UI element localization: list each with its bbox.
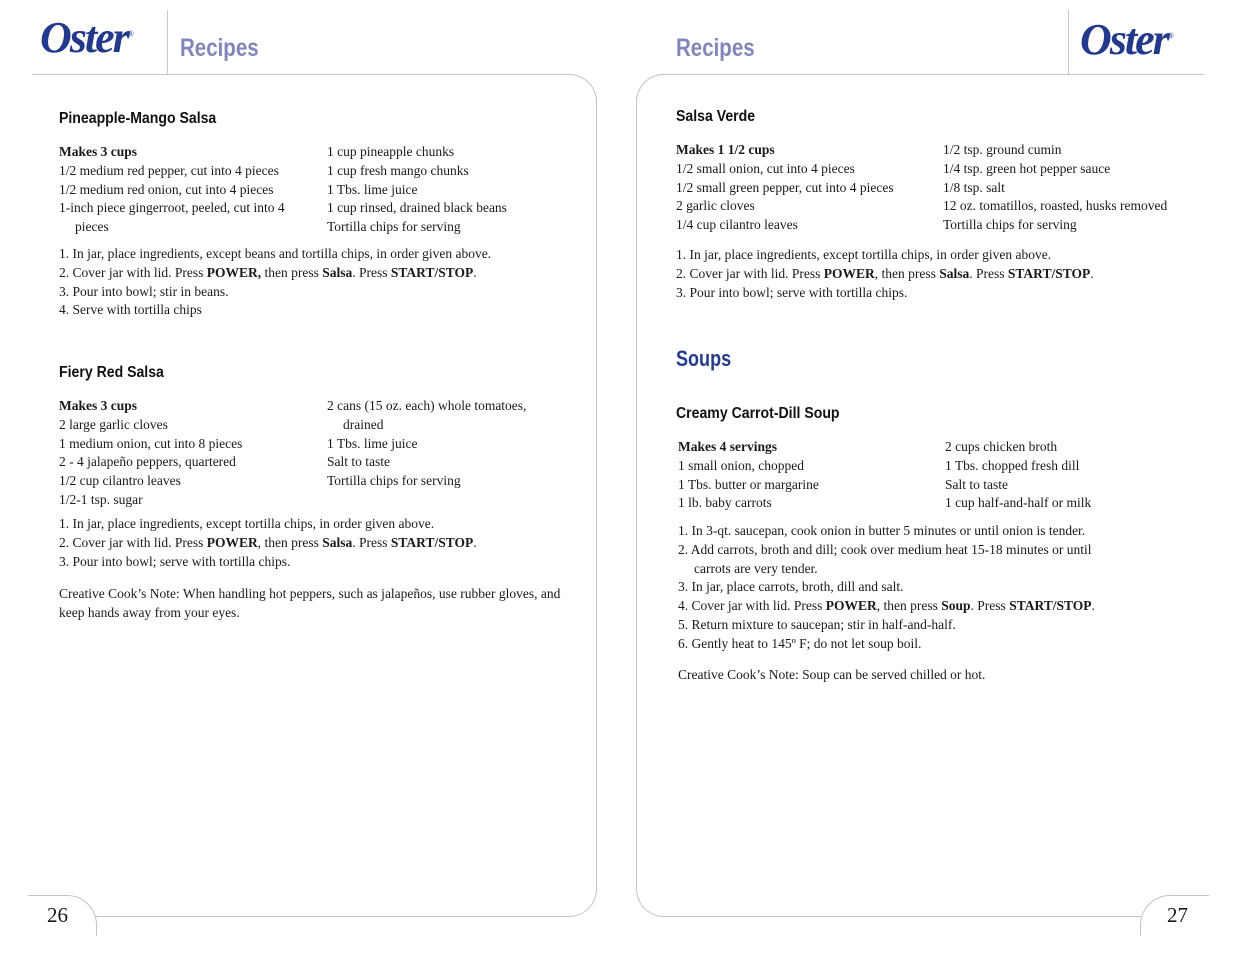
ingredient: 2 large garlic cloves: [59, 416, 168, 432]
instructions: [59, 245, 491, 320]
ingredient: 1 Tbs. lime juice: [327, 181, 418, 197]
ingredients-col-1: [59, 397, 242, 510]
recipe-title: Pineapple-Mango Salsa: [59, 110, 217, 127]
ingredients-col-1: [676, 141, 894, 235]
step: 3. Pour into bowl; serve with tortilla chips.: [676, 284, 908, 300]
cooks-note: Creative Cook’s Note: Soup can be served chilled or hot.: [678, 667, 986, 682]
instructions: [59, 515, 477, 571]
step: 2. Cover jar with lid. Press POWER, then press Salsa. Press START/STOP.: [59, 534, 477, 550]
section-title: Recipes: [180, 34, 259, 62]
recipe-title: Creamy Carrot-Dill Soup: [676, 405, 840, 422]
recipe-title: Salsa Verde: [676, 108, 756, 125]
recipe-yield: Makes 3 cups: [59, 144, 138, 159]
ingredient: Salt to taste: [327, 454, 390, 470]
ingredient: 1/4 cup cilantro leaves: [676, 217, 798, 233]
ingredient: 2 cups chicken broth: [945, 439, 1058, 454]
ingredient: 1 lb. baby carrots: [678, 495, 772, 511]
ingredient: 1/8 tsp. salt: [943, 179, 1005, 195]
ingredient: 1 medium onion, cut into 8 pieces: [59, 435, 243, 451]
ingredient: 1/2 medium red pepper, cut into 4 pieces: [59, 162, 279, 178]
top-right-curve: [540, 74, 597, 115]
page-number: 26: [47, 903, 68, 927]
ingredients-col-1: [59, 143, 285, 237]
recipe-yield: Makes 3 cups: [59, 398, 138, 413]
step: 4. Serve with tortilla chips: [59, 302, 202, 318]
step: 3. In jar, place carrots, broth, dill and salt.: [678, 579, 904, 595]
ingredient: 12 oz. tomatillos, roasted, husks removed: [943, 198, 1168, 214]
recipe-yield: Makes 4 servings: [678, 439, 777, 454]
step: 2. Add carrots, broth and dill; cook over medium heat 15-18 minutes or until: [678, 541, 1092, 557]
ingredient: 1/2 small onion, cut into 4 pieces: [676, 160, 855, 176]
ingredient: 1 Tbs. chopped fresh dill: [945, 457, 1080, 473]
ingredients-col-2: [943, 141, 1167, 235]
ingredient: Tortilla chips for serving: [327, 473, 461, 489]
ingredients-col-2: [327, 143, 507, 237]
ingredient: 1/2 medium red onion, cut into 4 pieces: [59, 181, 274, 197]
section-title: Recipes: [676, 34, 755, 62]
step: 1. In jar, place ingredients, except tortilla chips, in order given above.: [676, 247, 1052, 262]
step: 3. Pour into bowl; stir in beans.: [59, 283, 229, 299]
soups-heading: Soups: [676, 346, 732, 371]
logo-trademark: ®: [127, 29, 134, 39]
left-page: [0, 0, 617, 954]
ingredient: 1-inch piece gingerroot, peeled, cut into 4: [59, 200, 285, 216]
step: 1. In 3-qt. saucepan, cook onion in butter 5 minutes or until onion is tender.: [678, 523, 1086, 538]
recipe-title: Fiery Red Salsa: [59, 364, 164, 381]
right-page: [618, 0, 1235, 954]
cooks-note: Creative Cook’s Note: When handling hot peppers, such as jalapeños, use rubber gloves, and keep hands away from your eyes.: [59, 586, 561, 620]
ingredient: 1 cup pineapple chunks: [327, 144, 455, 159]
step: 2. Cover jar with lid. Press POWER, then press Salsa. Press START/STOP.: [676, 265, 1094, 281]
ingredient: 1/2 tsp. ground cumin: [943, 142, 1062, 157]
step: 3. Pour into bowl; serve with tortilla chips.: [59, 553, 291, 569]
instructions: [678, 522, 1095, 654]
header-divider: [167, 10, 168, 74]
ingredient: drained: [343, 416, 384, 432]
logo-text: Oster: [1080, 15, 1168, 64]
ingredient: pieces: [75, 219, 109, 235]
ingredients-col-2: [945, 438, 1091, 513]
ingredient: 1 small onion, chopped: [678, 457, 804, 473]
page-number: 27: [1167, 903, 1188, 927]
logo-text: Oster: [40, 13, 128, 62]
ingredient: 1/4 tsp. green hot pepper sauce: [943, 160, 1111, 176]
instructions: [676, 246, 1094, 302]
oster-logo: [1080, 15, 1174, 64]
ingredient: 1 cup fresh mango chunks: [327, 162, 469, 178]
step: 1. In jar, place ingredients, except tortilla chips, in order given above.: [59, 516, 435, 531]
ingredient: 2 garlic cloves: [676, 198, 755, 214]
step: 6. Gently heat to 145º F; do not let soup boil.: [678, 635, 922, 651]
step: 4. Cover jar with lid. Press POWER, then press Soup. Press START/STOP.: [678, 598, 1095, 614]
ingredient: 2 - 4 jalapeño peppers, quartered: [59, 454, 236, 470]
step-continued: carrots are very tender.: [694, 560, 818, 576]
ingredient: 1/2-1 tsp. sugar: [59, 491, 143, 507]
ingredient: 1 Tbs. lime juice: [327, 435, 418, 451]
header-divider: [1068, 10, 1069, 74]
oster-logo: [40, 13, 134, 62]
step: 2. Cover jar with lid. Press POWER, then press Salsa. Press START/STOP.: [59, 264, 477, 280]
logo-trademark: ®: [1167, 31, 1174, 41]
ingredient: Tortilla chips for serving: [327, 219, 461, 235]
ingredient: 1 cup rinsed, drained black beans: [327, 200, 507, 216]
recipe-yield: Makes 1 1/2 cups: [676, 142, 775, 157]
ingredient: Tortilla chips for serving: [943, 217, 1077, 233]
ingredients-col-2: [327, 397, 526, 491]
ingredient: 1/2 small green pepper, cut into 4 pieces: [676, 179, 894, 195]
ingredient: 2 cans (15 oz. each) whole tomatoes,: [327, 398, 527, 413]
ingredient: 1/2 cup cilantro leaves: [59, 473, 181, 489]
ingredient: Salt to taste: [945, 476, 1008, 492]
ingredient: 1 cup half-and-half or milk: [945, 495, 1092, 511]
ingredient: 1 Tbs. butter or margarine: [678, 476, 819, 492]
step: 5. Return mixture to saucepan; stir in half-and-half.: [678, 616, 956, 632]
step: 1. In jar, place ingredients, except beans and tortilla chips, in order given above.: [59, 246, 492, 261]
ingredients-col-1: [678, 438, 819, 513]
